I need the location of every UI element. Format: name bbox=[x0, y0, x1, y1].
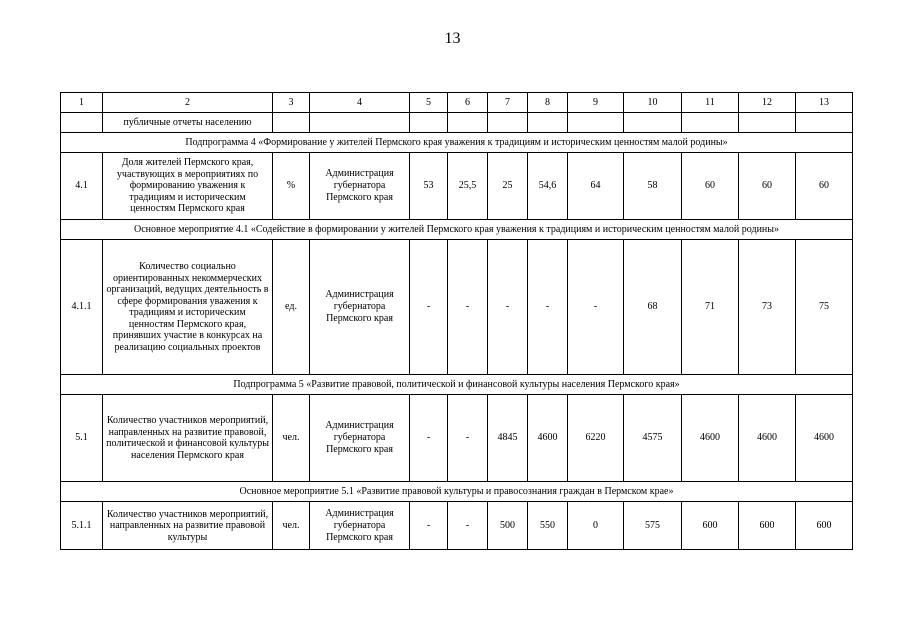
indicators-table bbox=[60, 92, 853, 550]
org-cell: Администрация губернатора Пермского края bbox=[310, 502, 410, 550]
value-cell: - bbox=[448, 395, 488, 482]
org-cell: Администрация губернатора Пермского края bbox=[310, 153, 410, 220]
row-number-cell: 5.1.1 bbox=[61, 502, 103, 550]
value-cell: 550 bbox=[528, 502, 568, 550]
column-number-row bbox=[61, 93, 853, 113]
column-header: 7 bbox=[488, 93, 528, 113]
value-cell: 75 bbox=[796, 240, 853, 375]
value-cell: 4600 bbox=[796, 395, 853, 482]
value-cell: 4600 bbox=[528, 395, 568, 482]
column-header: 10 bbox=[624, 93, 682, 113]
indicator-cell: Количество социально ориентированных некоммерческих организаций, ведущих деятельность в сфере формирования уважения к традициям и историческим ценностям Пермского края, принявших участие в конкурсах на реализацию социальных проектов bbox=[103, 240, 273, 375]
unit-cell: % bbox=[273, 153, 310, 220]
table-row bbox=[61, 113, 853, 133]
column-header: 12 bbox=[739, 93, 796, 113]
section-title: Основное мероприятие 4.1 «Содействие в формировании у жителей Пермского края уважения к традициям и историческим ценностям малой родины» bbox=[61, 220, 853, 240]
unit-cell bbox=[273, 113, 310, 133]
indicator-cell: Количество участников мероприятий, направленных на развитие правовой, политической и финансовой культуры населения Пермского края bbox=[103, 395, 273, 482]
value-cell bbox=[528, 113, 568, 133]
unit-cell: ед. bbox=[273, 240, 310, 375]
row-number-cell bbox=[61, 113, 103, 133]
value-cell: 4600 bbox=[682, 395, 739, 482]
column-header: 4 bbox=[310, 93, 410, 113]
column-header: 3 bbox=[273, 93, 310, 113]
value-cell: 60 bbox=[682, 153, 739, 220]
table-row bbox=[61, 502, 853, 550]
column-header: 13 bbox=[796, 93, 853, 113]
indicator-cell: Доля жителей Пермского края, участвующих в мероприятиях по формированию уважения к традициям и историческим ценностям Пермского края bbox=[103, 153, 273, 220]
org-cell: Администрация губернатора Пермского края bbox=[310, 395, 410, 482]
value-cell bbox=[448, 113, 488, 133]
column-header: 8 bbox=[528, 93, 568, 113]
value-cell: 575 bbox=[624, 502, 682, 550]
unit-cell: чел. bbox=[273, 395, 310, 482]
row-number-cell: 4.1 bbox=[61, 153, 103, 220]
indicator-cell: Количество участников мероприятий, направленных на развитие правовой культуры bbox=[103, 502, 273, 550]
section-row bbox=[61, 133, 853, 153]
value-cell: 600 bbox=[796, 502, 853, 550]
section-row bbox=[61, 220, 853, 240]
value-cell: - bbox=[410, 395, 448, 482]
org-cell: Администрация губернатора Пермского края bbox=[310, 240, 410, 375]
value-cell bbox=[488, 113, 528, 133]
row-number-cell: 4.1.1 bbox=[61, 240, 103, 375]
value-cell bbox=[739, 113, 796, 133]
value-cell: 68 bbox=[624, 240, 682, 375]
value-cell: - bbox=[528, 240, 568, 375]
value-cell: 71 bbox=[682, 240, 739, 375]
column-header: 1 bbox=[61, 93, 103, 113]
value-cell: 0 bbox=[568, 502, 624, 550]
column-header: 5 bbox=[410, 93, 448, 113]
value-cell: 64 bbox=[568, 153, 624, 220]
value-cell bbox=[568, 113, 624, 133]
value-cell: - bbox=[488, 240, 528, 375]
indicator-cell: публичные отчеты населению bbox=[103, 113, 273, 133]
value-cell: - bbox=[568, 240, 624, 375]
value-cell: 60 bbox=[739, 153, 796, 220]
table-row bbox=[61, 240, 853, 375]
unit-cell: чел. bbox=[273, 502, 310, 550]
section-title: Подпрограмма 5 «Развитие правовой, политической и финансовой культуры населения Пермского края» bbox=[61, 375, 853, 395]
value-cell: 25,5 bbox=[448, 153, 488, 220]
value-cell: 60 bbox=[796, 153, 853, 220]
org-cell bbox=[310, 113, 410, 133]
value-cell: 600 bbox=[682, 502, 739, 550]
value-cell: 25 bbox=[488, 153, 528, 220]
value-cell: 6220 bbox=[568, 395, 624, 482]
row-number-cell: 5.1 bbox=[61, 395, 103, 482]
value-cell bbox=[682, 113, 739, 133]
value-cell: 53 bbox=[410, 153, 448, 220]
value-cell: 500 bbox=[488, 502, 528, 550]
section-row bbox=[61, 482, 853, 502]
section-row bbox=[61, 375, 853, 395]
table-row bbox=[61, 153, 853, 220]
page-number: 13 bbox=[444, 30, 461, 47]
table-row bbox=[61, 395, 853, 482]
column-header: 9 bbox=[568, 93, 624, 113]
section-title: Подпрограмма 4 «Формирование у жителей Пермского края уважения к традициям и историческим ценностям малой родины» bbox=[61, 133, 853, 153]
value-cell: 4575 bbox=[624, 395, 682, 482]
value-cell bbox=[624, 113, 682, 133]
value-cell: 58 bbox=[624, 153, 682, 220]
value-cell: - bbox=[410, 502, 448, 550]
column-header: 6 bbox=[448, 93, 488, 113]
value-cell: - bbox=[448, 502, 488, 550]
value-cell: 4600 bbox=[739, 395, 796, 482]
value-cell: - bbox=[448, 240, 488, 375]
section-title: Основное мероприятие 5.1 «Развитие правовой культуры и правосознания граждан в Пермском крае» bbox=[61, 482, 853, 502]
value-cell: - bbox=[410, 240, 448, 375]
column-header: 11 bbox=[682, 93, 739, 113]
value-cell: 73 bbox=[739, 240, 796, 375]
value-cell: 54,6 bbox=[528, 153, 568, 220]
value-cell bbox=[410, 113, 448, 133]
value-cell bbox=[796, 113, 853, 133]
value-cell: 4845 bbox=[488, 395, 528, 482]
column-header: 2 bbox=[103, 93, 273, 113]
value-cell: 600 bbox=[739, 502, 796, 550]
